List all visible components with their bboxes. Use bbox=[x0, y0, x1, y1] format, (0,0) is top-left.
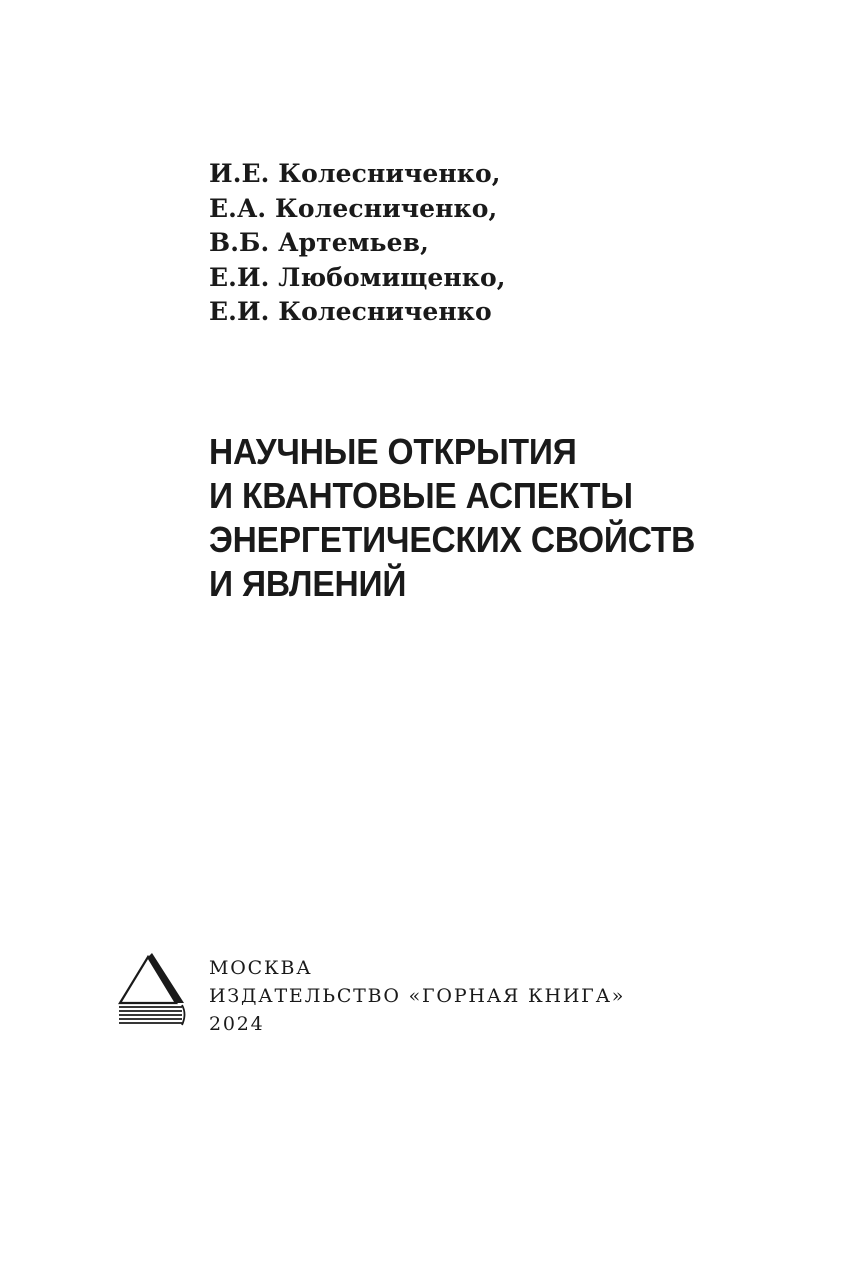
publisher-logo-icon bbox=[116, 953, 188, 1027]
author-2: Е.А. Колесниченко, bbox=[209, 193, 498, 223]
title-line-2: И КВАНТОВЫЕ АСПЕКТЫ bbox=[209, 475, 633, 516]
publication-year: 2024 bbox=[209, 1013, 265, 1035]
publisher-city: МОСКВА bbox=[209, 957, 313, 979]
author-1: И.Е. Колесниченко, bbox=[209, 159, 501, 188]
authors-block bbox=[209, 157, 506, 330]
title-line-3: ЭНЕРГЕТИЧЕСКИХ СВОЙСТВ bbox=[209, 519, 696, 560]
author-4: Е.И. Любомищенко, bbox=[209, 262, 506, 292]
author-5: Е.И. Колесниченко bbox=[209, 297, 492, 326]
publisher-block bbox=[209, 954, 625, 1038]
title-line-4: И ЯВЛЕНИЙ bbox=[209, 563, 407, 604]
title-line-1: НАУЧНЫЕ ОТКРЫТИЯ bbox=[209, 431, 577, 472]
author-3: В.Б. Артемьев, bbox=[209, 228, 429, 257]
publisher-name: ИЗДАТЕЛЬСТВО «ГОРНАЯ КНИГА» bbox=[209, 985, 626, 1007]
book-title bbox=[209, 430, 695, 606]
